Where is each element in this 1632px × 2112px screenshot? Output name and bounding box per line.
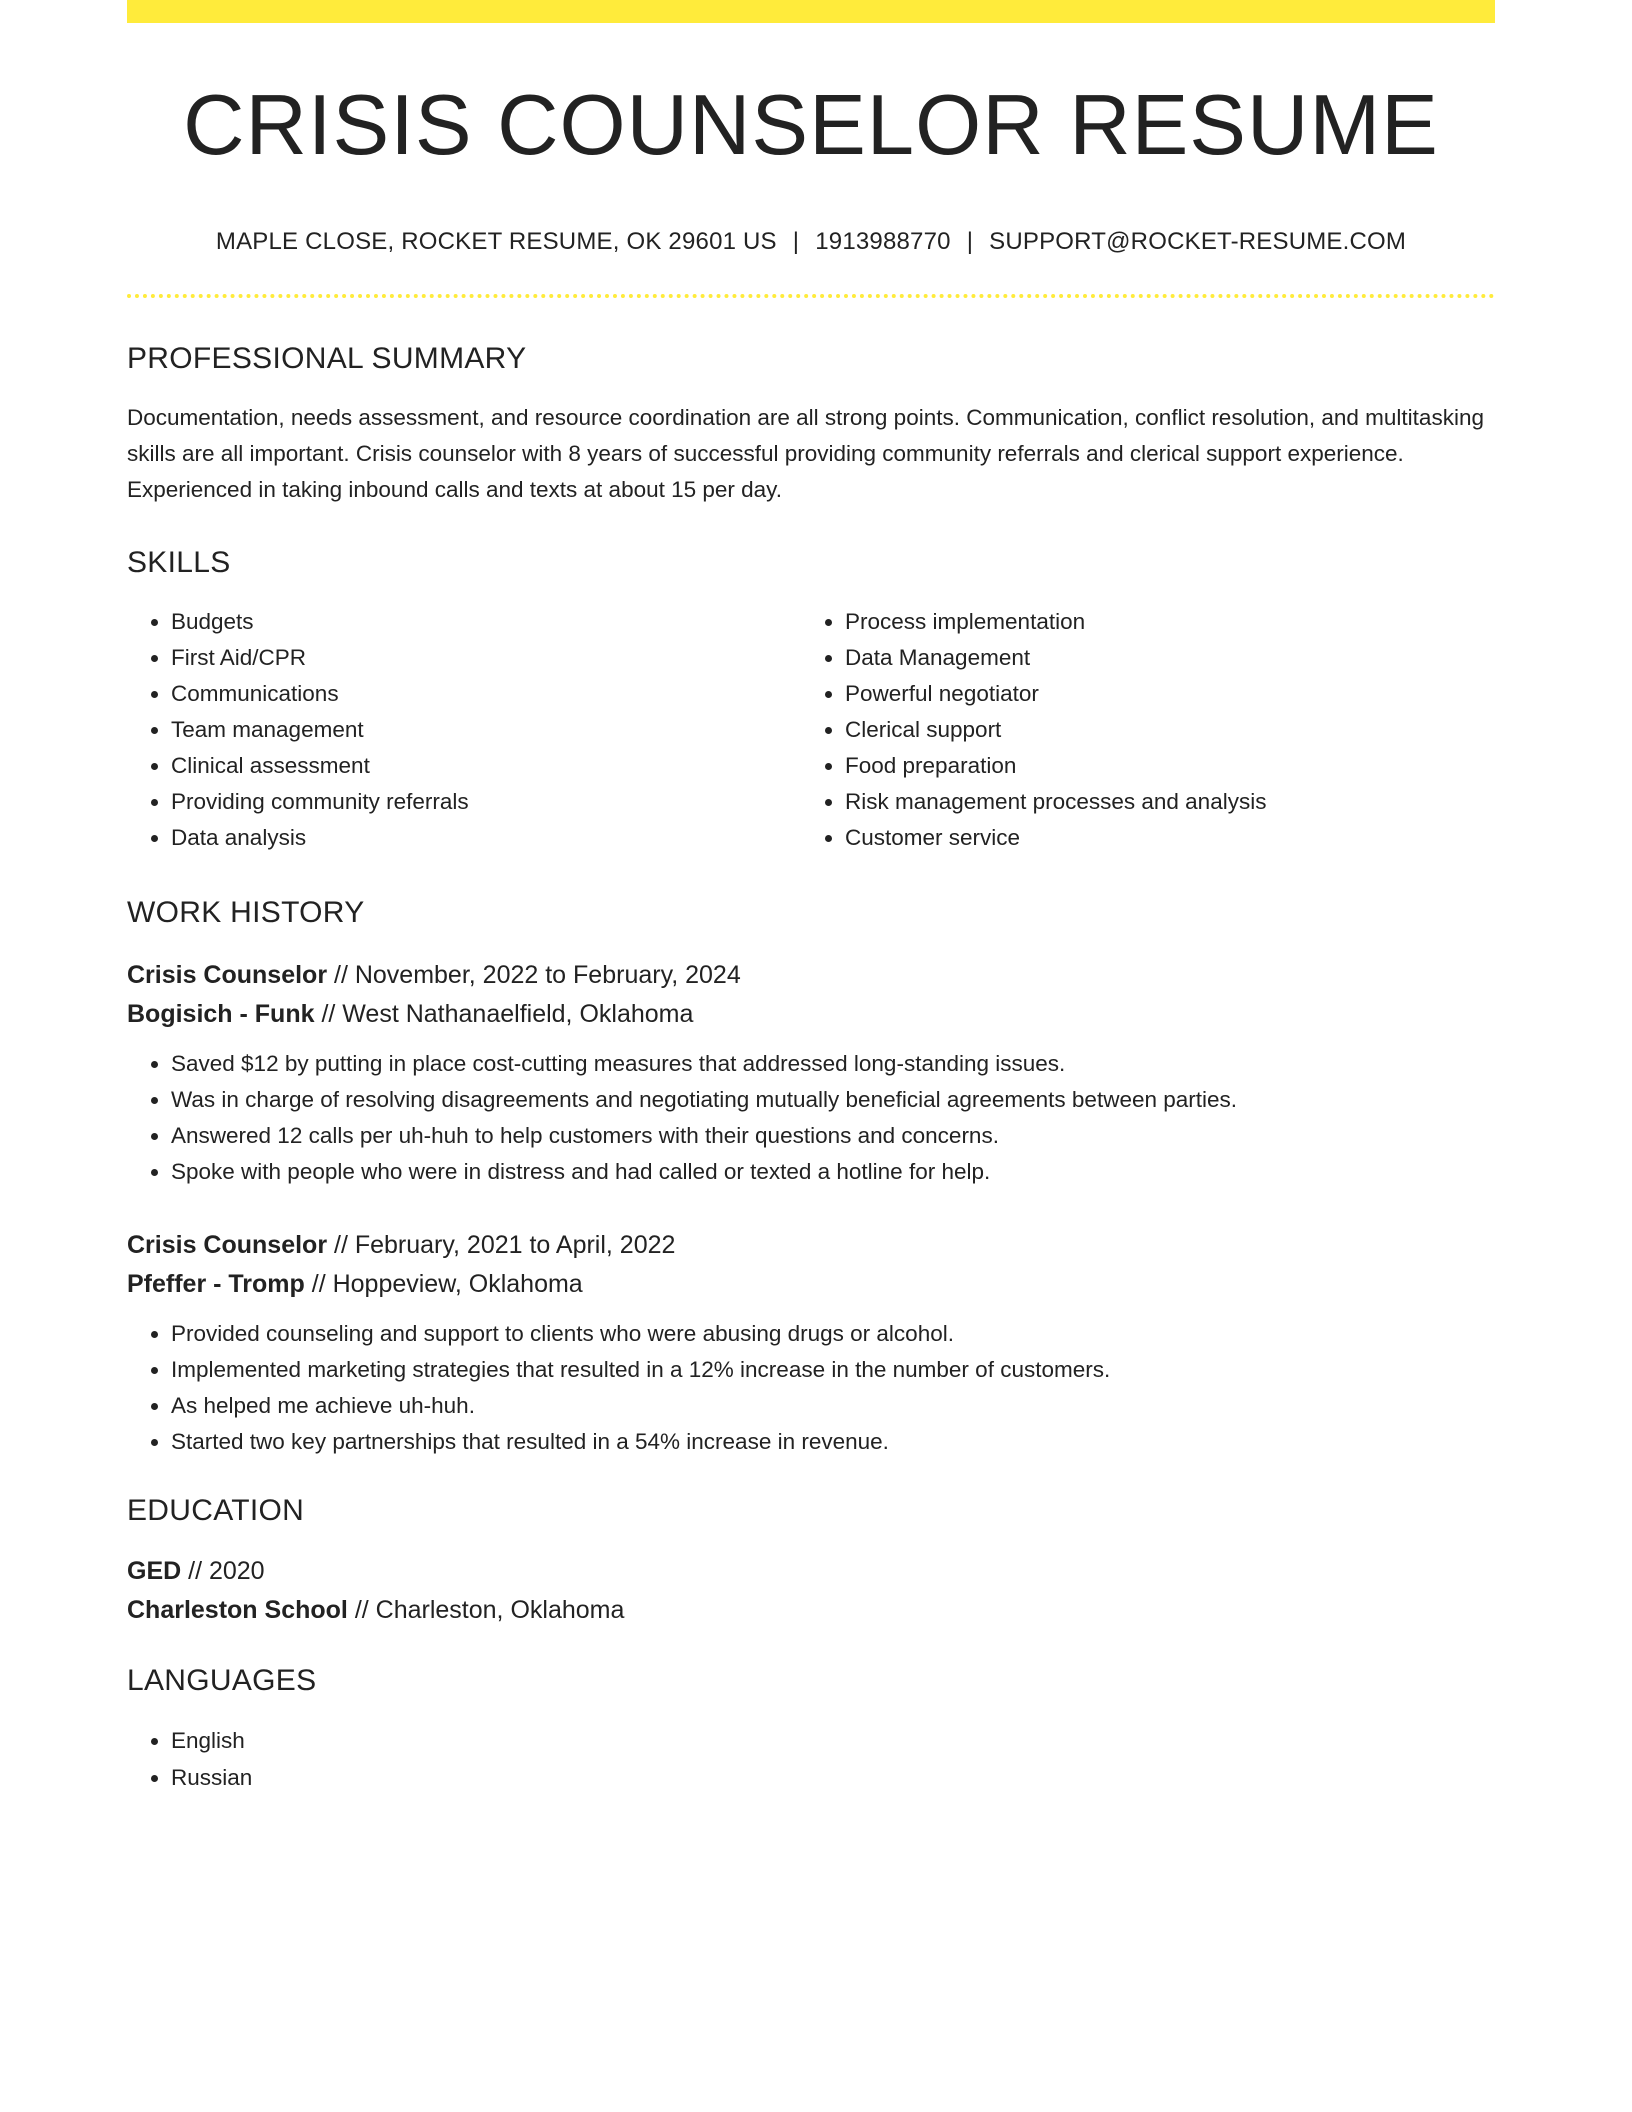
job-company-line [127,1265,1495,1304]
job-location: // West Nathanaelfield, Oklahoma [314,1000,694,1029]
job-bullet: • As helped me achieve uh-huh. [171,1388,1495,1424]
skill-item: • Customer service [845,820,1475,856]
education-year: // 2020 [181,1557,265,1586]
skill-item: • Team management [171,712,801,748]
job-company: Pfeffer - Tromp [127,1270,305,1299]
header-divider [127,294,1495,298]
language-item: • English [171,1722,1495,1759]
language-item: • Russian [171,1759,1495,1796]
skills-heading: SKILLS [127,546,231,580]
job-bullet: • Answered 12 calls per uh-huh to help customers with their questions and concerns. [171,1118,1495,1154]
education-degree: GED [127,1557,182,1586]
contact-separator: | [966,228,974,256]
resume-page [127,0,1495,1796]
work-history-heading: WORK HISTORY [127,896,365,930]
top-accent-bar [127,0,1495,23]
job-dates: // February, 2021 to April, 2022 [327,1231,676,1260]
skill-item: • Data Management [845,640,1475,676]
job-bullets [127,1316,1495,1460]
job-entry [127,1226,1495,1460]
education-location: // Charleston, Oklahoma [347,1596,625,1625]
job-role: Crisis Counselor [127,961,328,990]
resume-title: CRISIS COUNSELOR RESUME [183,78,1439,173]
skill-item: • Providing community referrals [171,784,801,820]
job-bullets [127,1046,1495,1190]
skill-item: • Communications [171,676,801,712]
skill-item: • Budgets [171,604,801,640]
education-school-line [127,1591,1495,1630]
job-role-line [127,1226,1495,1265]
skill-item: • Food preparation [845,748,1475,784]
education-degree-line [127,1552,1495,1591]
job-dates: // November, 2022 to February, 2024 [327,961,741,990]
contact-separator: | [792,228,800,256]
summary-heading: PROFESSIONAL SUMMARY [127,342,527,376]
contact-email: SUPPORT@ROCKET-RESUME.COM [989,228,1407,256]
job-role-line [127,956,1495,995]
education-entry [127,1552,1495,1630]
languages-list [127,1722,1495,1796]
job-role: Crisis Counselor [127,1231,328,1260]
job-bullet: • Saved $12 by putting in place cost-cutting measures that addressed long-standing issues. [171,1046,1495,1082]
skill-item: • Data analysis [171,820,801,856]
job-bullet: • Provided counseling and support to clients who were abusing drugs or alcohol. [171,1316,1495,1352]
skill-item: • Powerful negotiator [845,676,1475,712]
skill-item: • Clerical support [845,712,1475,748]
skill-item: • Process implementation [845,604,1475,640]
skills-columns [127,604,1495,856]
job-bullet: • Spoke with people who were in distress and had called or texted a hotline for help. [171,1154,1495,1190]
skills-list-left [127,604,801,856]
contact-line [127,228,1495,256]
job-bullet: • Started two key partnerships that resulted in a 54% increase in revenue. [171,1424,1495,1460]
skills-list-right [801,604,1475,856]
job-location: // Hoppeview, Oklahoma [304,1270,583,1299]
job-company: Bogisich - Funk [127,1000,315,1029]
skill-item: • Risk management processes and analysis [845,784,1475,820]
job-company-line [127,995,1495,1034]
education-heading: EDUCATION [127,1494,305,1528]
summary-text: Documentation, needs assessment, and resource coordination are all strong points. Communication, conflict resolution, and multitasking skills are all important. Crisis counselor with 8 years of successful providing community referrals and clerical support experience. Experienced in taking inbound calls and texts at about 15 per day. [127,405,1484,503]
job-bullet: • Implemented marketing strategies that resulted in a 12% increase in the number of customers. [171,1352,1495,1388]
skill-item: • Clinical assessment [171,748,801,784]
job-bullet: • Was in charge of resolving disagreements and negotiating mutually beneficial agreements between parties. [171,1082,1495,1118]
contact-address: MAPLE CLOSE, ROCKET RESUME, OK 29601 US [215,228,777,256]
job-entry [127,956,1495,1190]
contact-phone: 1913988770 [815,228,951,256]
languages-heading: LANGUAGES [127,1664,317,1698]
education-school: Charleston School [127,1596,348,1625]
skill-item: • First Aid/CPR [171,640,801,676]
